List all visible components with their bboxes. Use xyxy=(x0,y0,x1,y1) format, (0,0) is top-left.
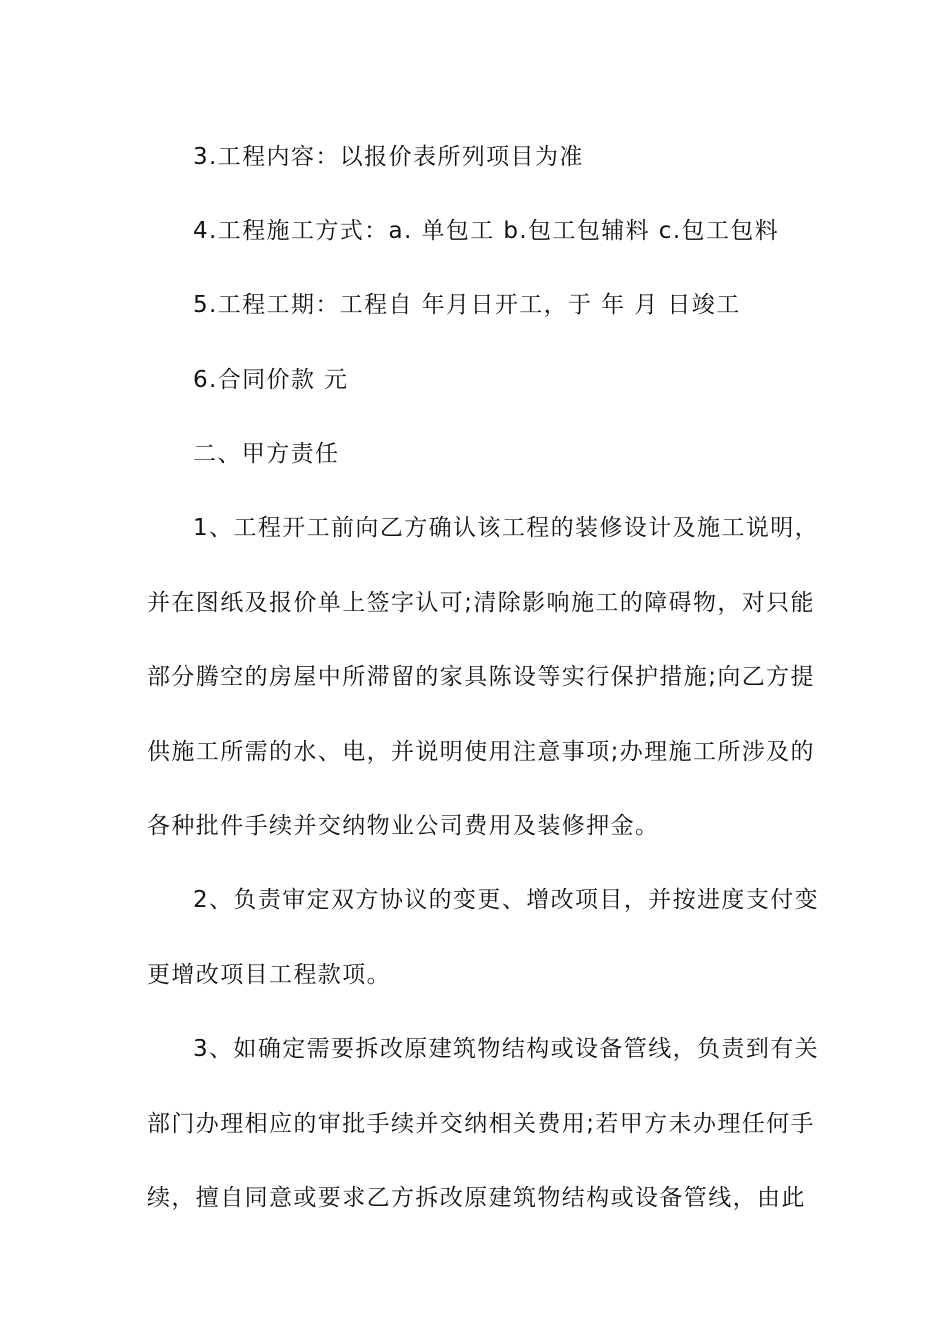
clause-1-line-1: 1、工程开工前向乙方确认该工程的装修设计及施工说明， xyxy=(193,515,820,541)
section-heading: 二、甲方责任 xyxy=(193,441,340,467)
clause-1-line-5: 各种批件手续并交纳物业公司费用及装修押金。 xyxy=(147,813,660,839)
clause-3-line-1: 3、如确定需要拆改原建筑物结构或设备管线，负责到有关 xyxy=(193,1036,820,1062)
clause-2-line-1: 2、负责审定双方协议的变更、增改项目，并按进度支付变 xyxy=(193,887,820,913)
clause-1-line-2: 并在图纸及报价单上签字认可;清除影响施工的障碍物，对只能 xyxy=(147,590,815,616)
item-3: 3.工程内容：以报价表所列项目为准 xyxy=(193,144,584,170)
clause-1-line-4: 供施工所需的水、电，并说明使用注意事项;办理施工所涉及的 xyxy=(147,739,815,765)
item-5: 5.工程工期：工程自 年月日开工，于 年 月 日竣工 xyxy=(193,292,741,318)
clause-1-line-3: 部分腾空的房屋中所滞留的家具陈设等实行保护措施;向乙方提 xyxy=(147,664,815,690)
item-4: 4.工程施工方式：a. 单包工 b.包工包辅料 c.包工包料 xyxy=(193,218,780,244)
item-6: 6.合同价款 元 xyxy=(193,367,349,393)
clause-3-line-2: 部门办理相应的审批手续并交纳相关费用;若甲方未办理任何手 xyxy=(147,1111,815,1137)
clause-2-line-2: 更增改项目工程款项。 xyxy=(147,962,391,988)
clause-3-line-3: 续，擅自同意或要求乙方拆改原建筑物结构或设备管线，由此 xyxy=(147,1185,806,1211)
